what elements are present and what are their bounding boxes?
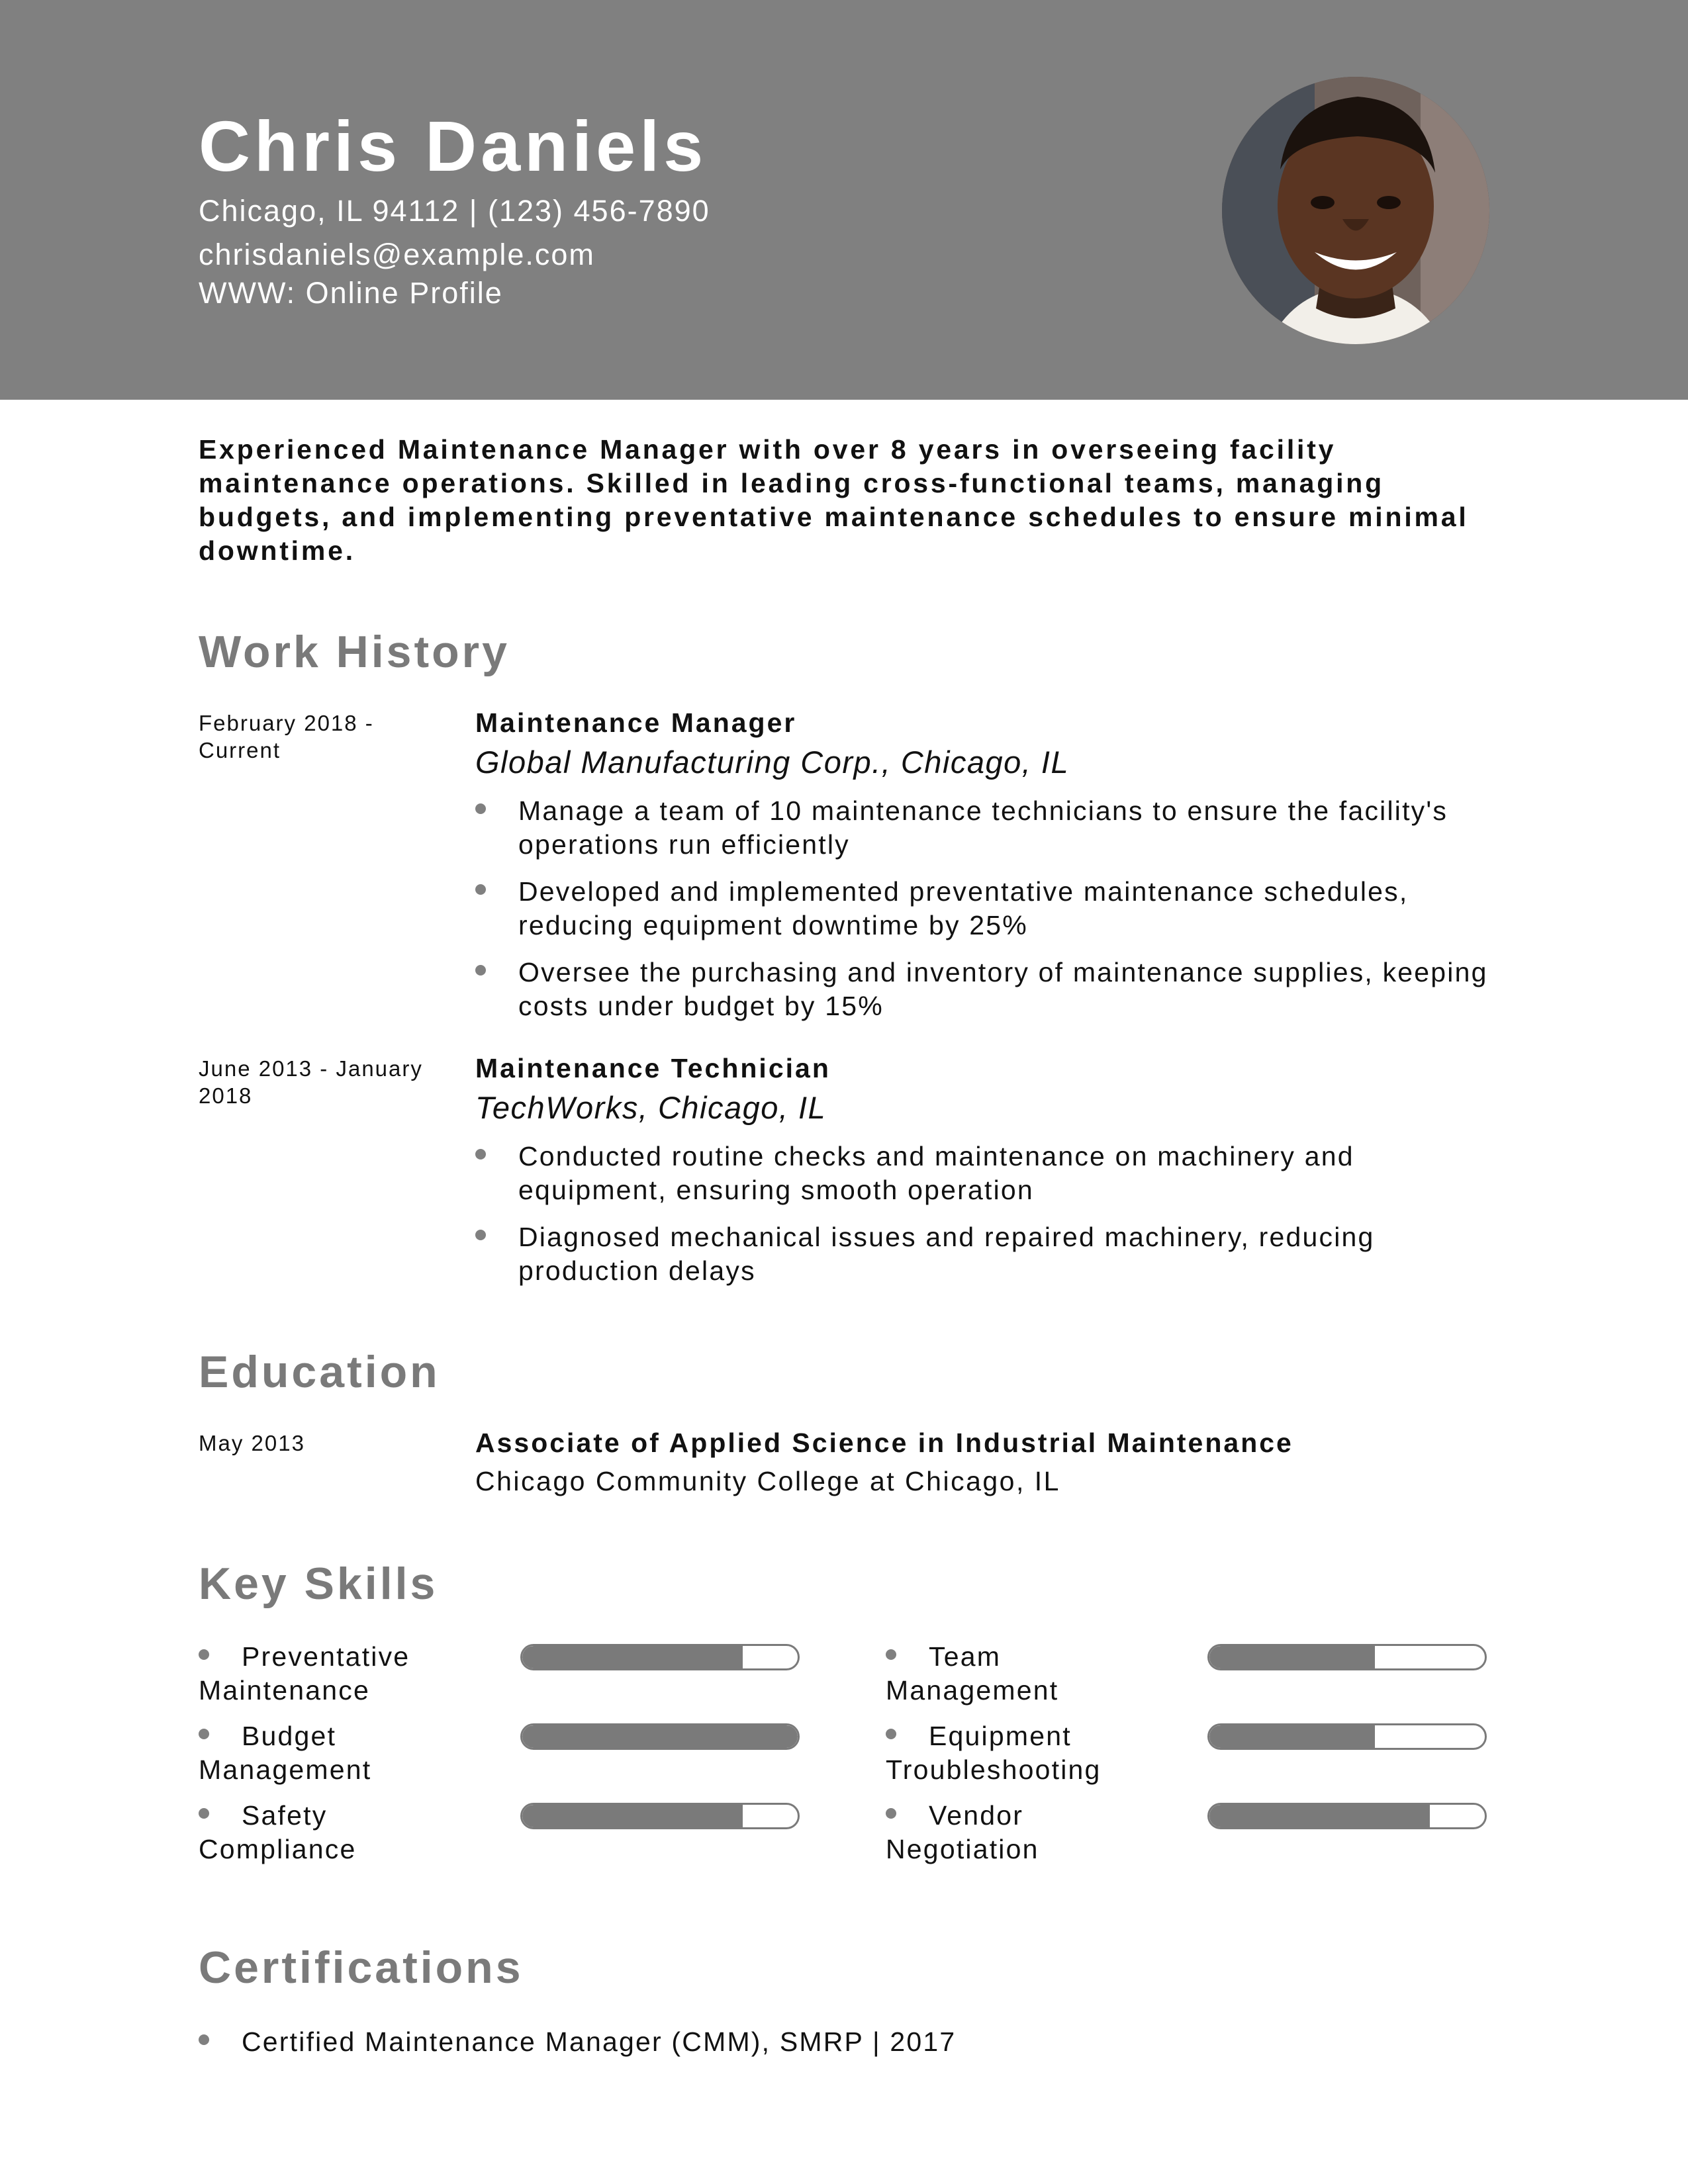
skill-level-bar bbox=[520, 1723, 800, 1750]
skill-level-fill bbox=[1209, 1725, 1375, 1748]
profile-photo bbox=[1222, 77, 1489, 344]
job-company: Global Manufacturing Corp., Chicago, IL bbox=[475, 745, 1070, 780]
skill-label: Safety bbox=[242, 1800, 328, 1831]
skill-label: Preventative bbox=[242, 1641, 410, 1672]
skill-item bbox=[886, 1640, 1190, 1707]
skill-label-cont: Troubleshooting bbox=[886, 1754, 1102, 1785]
job-date: February 2018 - Current bbox=[199, 711, 374, 762]
skill-label: Team bbox=[929, 1641, 1002, 1672]
skill-level-bar bbox=[1207, 1723, 1487, 1750]
email-link[interactable]: chrisdaniels@example.com bbox=[199, 238, 595, 271]
section-title-key-skills: Key Skills bbox=[199, 1559, 438, 1609]
job-date: June 2013 - January 2018 bbox=[199, 1056, 423, 1108]
skill-item bbox=[199, 1799, 503, 1866]
skill-label-cont: Compliance bbox=[199, 1834, 357, 1864]
education-date: May 2013 bbox=[199, 1431, 305, 1455]
location-phone: Chicago, IL 94112 | (123) 456-7890 bbox=[199, 194, 710, 228]
skill-label-cont: Negotiation bbox=[886, 1834, 1039, 1864]
skill-item bbox=[199, 1719, 503, 1787]
skill-item bbox=[886, 1799, 1190, 1866]
website-link[interactable]: WWW: Online Profile bbox=[199, 276, 503, 310]
skill-label-cont: Management bbox=[199, 1754, 372, 1785]
section-title-work-history: Work History bbox=[199, 627, 510, 677]
bullet-dot-icon bbox=[886, 1649, 896, 1660]
job-company: TechWorks, Chicago, IL bbox=[475, 1090, 827, 1125]
job-bullet: Oversee the purchasing and inventory of maintenance supplies, keeping costs under budget by 15% bbox=[475, 956, 1508, 1023]
skill-level-fill bbox=[522, 1805, 743, 1827]
job-bullet: Diagnosed mechanical issues and repaired machinery, reducing production delays bbox=[475, 1220, 1508, 1288]
job-bullets bbox=[475, 794, 1508, 1036]
section-title-education: Education bbox=[199, 1347, 440, 1397]
bullet-dot-icon bbox=[886, 1808, 896, 1819]
skill-label: Budget bbox=[242, 1721, 337, 1751]
header-banner bbox=[0, 0, 1688, 400]
skill-level-bar bbox=[1207, 1644, 1487, 1670]
job-bullet: Conducted routine checks and maintenance on machinery and equipment, ensuring smooth operation bbox=[475, 1140, 1508, 1207]
job-title: Maintenance Manager bbox=[475, 707, 797, 738]
skill-label-cont: Management bbox=[886, 1675, 1059, 1706]
bullet-dot-icon bbox=[199, 1649, 209, 1660]
skill-level-fill bbox=[522, 1646, 743, 1668]
job-title: Maintenance Technician bbox=[475, 1053, 831, 1083]
skill-label-cont: Maintenance bbox=[199, 1675, 370, 1706]
professional-summary: Experienced Maintenance Manager with over 8 years in overseeing facility maintenance operations. Skilled in leading cross-functional teams, managing budgets, and implementing preventative maintenance schedules to ensure minimal downtime. bbox=[199, 434, 1469, 566]
candidate-name: Chris Daniels bbox=[199, 106, 708, 186]
skill-level-fill bbox=[1209, 1646, 1375, 1668]
degree-name: Associate of Applied Science in Industrial Maintenance bbox=[475, 1428, 1293, 1458]
job-bullet: Manage a team of 10 maintenance technicians to ensure the facility's operations run efficiently bbox=[475, 794, 1508, 862]
school-name: Chicago Community College at Chicago, IL bbox=[475, 1466, 1060, 1496]
skill-level-bar bbox=[520, 1803, 800, 1829]
skill-level-bar bbox=[520, 1644, 800, 1670]
bullet-dot-icon bbox=[886, 1729, 896, 1739]
job-bullet: Developed and implemented preventative maintenance schedules, reducing equipment downtime by 25% bbox=[475, 875, 1508, 942]
skill-label: Equipment bbox=[929, 1721, 1072, 1751]
bullet-dot-icon bbox=[199, 1729, 209, 1739]
skill-item bbox=[886, 1719, 1190, 1787]
section-title-certifications: Certifications bbox=[199, 1942, 524, 1993]
skill-level-bar bbox=[1207, 1803, 1487, 1829]
job-bullets bbox=[475, 1140, 1508, 1301]
skill-level-fill bbox=[1209, 1805, 1430, 1827]
bullet-dot-icon bbox=[199, 1808, 209, 1819]
certification-item: Certified Maintenance Manager (CMM), SMRP | 2017 bbox=[199, 2025, 956, 2059]
skill-level-fill bbox=[522, 1725, 798, 1748]
skill-label: Vendor bbox=[929, 1800, 1024, 1831]
skill-item bbox=[199, 1640, 503, 1707]
portrait-illustration bbox=[1222, 77, 1489, 344]
